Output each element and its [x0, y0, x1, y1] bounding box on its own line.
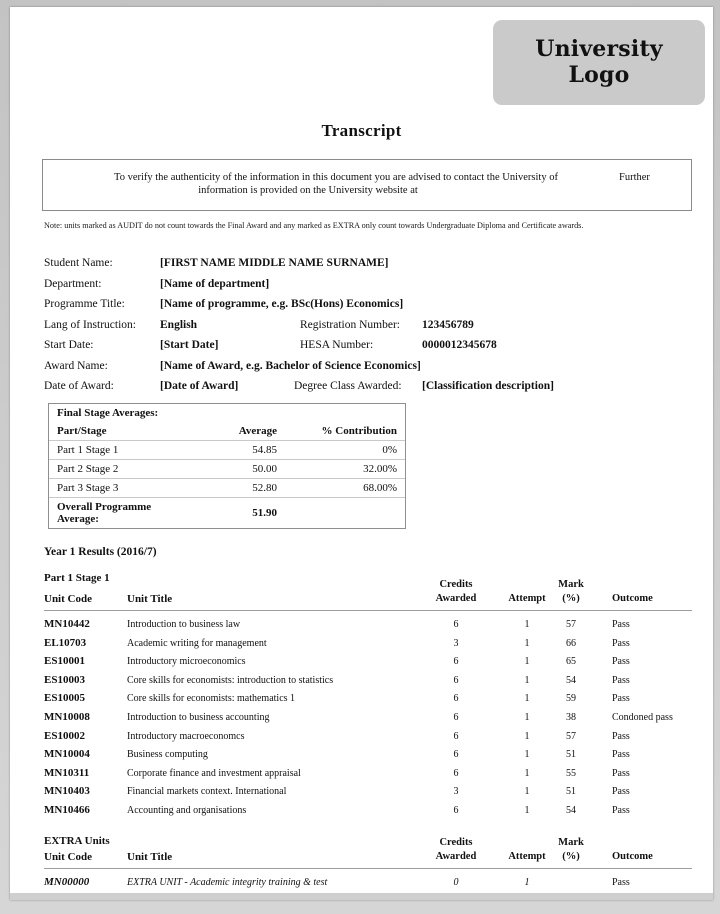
attempt: 1 [524, 804, 530, 816]
unit-title: Accounting and organisations [127, 804, 247, 816]
university-logo [493, 20, 705, 105]
outcome: Pass [612, 693, 630, 705]
start-date-value: [Start Date] [160, 339, 219, 351]
mark-percent: 51 [566, 749, 576, 761]
attempt: 1 [524, 656, 530, 668]
mark-percent: 54 [566, 804, 576, 816]
unit-code: EL10703 [44, 636, 87, 649]
mark-percent: 54 [566, 674, 576, 686]
table-row [44, 730, 692, 749]
unit-title: Introduction to business law [127, 619, 241, 630]
extra-col-mark-line1: Mark [558, 837, 584, 848]
degree-class-value: [Classification description] [422, 380, 554, 392]
mark-percent: 57 [566, 619, 576, 630]
attempt: 1 [524, 767, 530, 779]
outcome: Pass [612, 877, 630, 888]
final-stage-averages-table [48, 403, 406, 529]
lang-of-instruction-label: Lang of Instruction: [44, 318, 136, 331]
outcome: Pass [612, 804, 630, 816]
registration-number-label: Registration Number: [300, 318, 400, 331]
credits-awarded: 6 [453, 693, 459, 705]
extra-col-credits-line1: Credits [439, 837, 473, 848]
extra-units-table [44, 835, 692, 895]
unit-code: ES10005 [44, 692, 85, 705]
outcome: Pass [612, 749, 630, 761]
averages-header-row [49, 422, 405, 441]
outcome: Pass [612, 767, 630, 779]
extra-col-outcome: Outcome [612, 851, 653, 862]
transcript-page [10, 7, 713, 900]
extra-col-unit-code: Unit Code [44, 851, 92, 863]
averages-stage: Part 2 Stage 2 [49, 460, 183, 479]
averages-average: 54.85 [183, 441, 285, 460]
attempt: 1 [524, 674, 530, 686]
credits-awarded: 0 [453, 877, 459, 888]
unit-code: MN10403 [44, 785, 90, 798]
credits-awarded: 6 [453, 804, 459, 816]
student-details [44, 257, 684, 401]
date-of-award-value: [Date of Award] [160, 380, 239, 392]
mark-percent: 51 [566, 786, 576, 798]
credits-awarded: 6 [453, 749, 459, 761]
unit-title: Core skills for economists: introduction to statistics [127, 674, 334, 686]
page-bottom-edge [10, 893, 713, 900]
table-row [44, 785, 692, 804]
detail-row-lang-registration [44, 319, 684, 340]
outcome: Pass [612, 674, 630, 686]
credits-awarded: 6 [453, 656, 459, 668]
verification-main-text: To verify the authenticity of the information in this document you are advised to contact the University of [114, 172, 558, 183]
results-col-attempt: Attempt [508, 593, 546, 604]
attempt: 1 [524, 619, 530, 630]
detail-row-start-hesa [44, 339, 684, 360]
credits-awarded: 6 [453, 711, 459, 723]
attempt: 1 [524, 637, 530, 649]
overall-average-row [49, 498, 405, 529]
unit-title: EXTRA UNIT - Academic integrity training & test [127, 877, 328, 888]
averages-contribution: 0% [285, 441, 405, 460]
averages-average: 50.00 [183, 460, 285, 479]
unit-code: MN00000 [44, 876, 90, 888]
table-row [44, 692, 692, 711]
logo-line-1: University [535, 36, 663, 63]
results-col-unit-code: Unit Code [44, 593, 92, 605]
credits-awarded: 6 [453, 730, 459, 742]
unit-code: ES10001 [44, 655, 85, 668]
mark-percent: 59 [566, 693, 576, 705]
table-row [44, 804, 692, 823]
award-name-label: Award Name: [44, 359, 108, 372]
outcome: Pass [612, 637, 630, 649]
attempt: 1 [524, 730, 530, 742]
extra-body [44, 869, 692, 895]
registration-number-value: 123456789 [422, 318, 474, 331]
overall-average-value: 51.90 [183, 498, 285, 529]
table-row [44, 618, 692, 637]
averages-col-average: Average [238, 425, 277, 437]
outcome: Condoned pass [612, 711, 673, 723]
table-row [44, 876, 692, 895]
averages-caption: Final Stage Averages: [57, 407, 159, 419]
part-stage-heading: Part 1 Stage 1 [44, 572, 110, 584]
unit-code: ES10003 [44, 673, 85, 686]
averages-average: 52.80 [183, 479, 285, 498]
verification-further-text: Further [619, 172, 650, 183]
outcome: Pass [612, 730, 630, 742]
unit-code: MN10466 [44, 803, 90, 816]
results-table [44, 577, 692, 823]
averages-row [49, 441, 405, 460]
unit-code: ES10002 [44, 729, 85, 742]
detail-row-award-name [44, 360, 684, 381]
mark-percent: 65 [566, 656, 576, 668]
unit-code: MN10311 [44, 766, 90, 779]
start-date-label: Start Date: [44, 339, 94, 351]
averages-stage: Part 1 Stage 1 [49, 441, 183, 460]
department-value: [Name of department] [160, 277, 270, 290]
verification-box [42, 159, 692, 211]
detail-row-programme-title [44, 298, 684, 319]
attempt: 1 [524, 749, 530, 761]
results-header-row [44, 577, 692, 609]
averages-col-partstage: Part/Stage [57, 425, 107, 437]
programme-title-label: Programme Title: [44, 298, 125, 310]
table-row [44, 711, 692, 730]
table-row [44, 674, 692, 693]
attempt: 1 [524, 877, 530, 888]
lang-of-instruction-value: English [160, 318, 198, 331]
results-col-mark-line1: Mark [558, 579, 584, 590]
detail-row-student-name [44, 257, 684, 278]
department-label: Department: [44, 277, 102, 290]
mark-percent: 55 [566, 767, 576, 779]
extra-units-heading: EXTRA Units [44, 835, 110, 847]
table-row [44, 767, 692, 786]
unit-title: Introduction to business accounting [127, 711, 270, 723]
mark-percent: 38 [566, 711, 576, 723]
averages-contribution: 32.00% [285, 460, 405, 479]
page-title: Transcript [321, 121, 402, 140]
averages-contribution: 68.00% [285, 479, 405, 498]
averages-stage: Part 3 Stage 3 [49, 479, 183, 498]
averages-col-contribution: % Contribution [321, 425, 397, 437]
unit-code: MN10442 [44, 618, 90, 630]
results-col-outcome: Outcome [612, 593, 653, 604]
year-results-heading: Year 1 Results (2016/7) [44, 546, 157, 558]
overall-average-label: Overall Programme Average: [49, 498, 183, 529]
unit-title: Financial markets context. International [127, 786, 287, 798]
outcome: Pass [612, 786, 630, 798]
extra-header-row [44, 835, 692, 867]
averages-row [49, 460, 405, 479]
unit-title: Business computing [127, 749, 208, 761]
attempt: 1 [524, 711, 530, 723]
credits-awarded: 6 [453, 767, 459, 779]
hesa-number-value: 0000012345678 [422, 339, 497, 351]
attempt: 1 [524, 786, 530, 798]
extra-col-unit-title: Unit Title [127, 851, 173, 863]
credits-awarded: 6 [453, 619, 459, 630]
results-col-credits-line1: Credits [439, 579, 473, 590]
averages-row [49, 479, 405, 498]
degree-class-label: Degree Class Awarded: [294, 380, 402, 392]
student-name-label: Student Name: [44, 257, 113, 269]
table-row [44, 637, 692, 656]
mark-percent: 66 [566, 637, 576, 649]
unit-title: Corporate finance and investment appraisal [127, 767, 301, 779]
outcome: Pass [612, 619, 630, 630]
overall-average-blank [285, 498, 405, 529]
outcome: Pass [612, 656, 630, 668]
results-body [44, 611, 692, 823]
table-row [44, 655, 692, 674]
verification-line-1 [43, 170, 693, 185]
detail-row-department [44, 278, 684, 299]
unit-title: Introductory macroeconomcs [127, 730, 245, 742]
unit-code: MN10004 [44, 748, 90, 761]
unit-code: MN10008 [44, 710, 90, 723]
extra-col-attempt: Attempt [508, 851, 546, 862]
table-row [44, 748, 692, 767]
award-name-value: [Name of Award, e.g. Bachelor of Science Economics] [160, 359, 421, 372]
mark-percent: 57 [566, 730, 576, 742]
unit-title: Core skills for economists: mathematics 1 [127, 693, 296, 705]
credits-awarded: 6 [453, 674, 459, 686]
extra-col-credits-line2: Awarded [435, 851, 477, 862]
verification-line-2: information is provided on the University website at [198, 185, 418, 196]
unit-title: Academic writing for management [127, 637, 267, 649]
averages-caption-row [49, 404, 405, 422]
results-col-credits-line2: Awarded [435, 593, 477, 604]
attempt: 1 [524, 693, 530, 705]
logo-line-2: Logo [568, 61, 630, 88]
date-of-award-label: Date of Award: [44, 380, 114, 392]
programme-title-value: [Name of programme, e.g. BSc(Hons) Economics] [160, 298, 404, 310]
unit-title: Introductory microeconomics [127, 656, 246, 668]
results-col-mark-line2: (%) [562, 593, 580, 604]
extra-col-mark-line2: (%) [562, 851, 580, 862]
detail-row-date-of-award [44, 380, 684, 401]
results-col-unit-title: Unit Title [127, 593, 173, 605]
hesa-number-label: HESA Number: [300, 339, 374, 351]
student-name-value: [FIRST NAME MIDDLE NAME SURNAME] [160, 257, 389, 269]
credits-awarded: 3 [453, 637, 459, 649]
audit-extra-note: Note: units marked as AUDIT do not count towards the Final Award and any marked as EXTRA only count towards Undergraduate Diploma and Certificate awards. [44, 221, 584, 230]
credits-awarded: 3 [453, 786, 459, 798]
